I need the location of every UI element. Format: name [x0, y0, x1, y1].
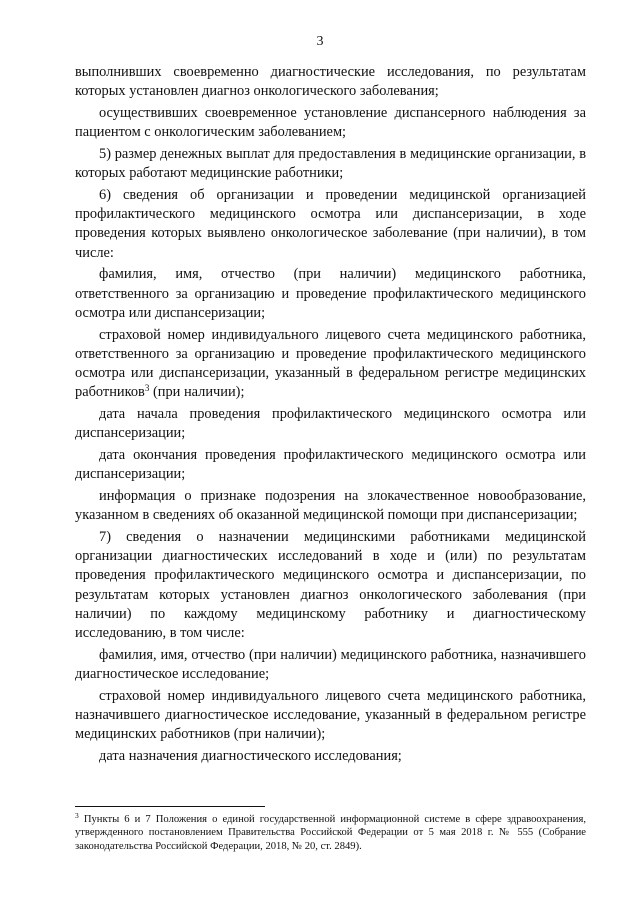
paragraph-5: фамилия, имя, отчество (при наличии) медицинского работника, ответственного за организацию и проведение профилактического медицинского осмотра или диспансеризации; [75, 266, 586, 321]
paragraph-8: дата окончания проведения профилактического медицинского осмотра или диспансеризации; [75, 447, 586, 483]
footnote [75, 813, 586, 853]
footnote-text: Пункты 6 и 7 Положения о единой государственной информационной системе в сфере здравоохранения, утвержденного постановлением Правительства Российской Федерации от 5 мая 2018 г. № 555 (Собрание законодательства Российской Федерации, 2018, № 20, ст. 2849). [75, 814, 586, 852]
paragraph-1: выполнивших своевременно диагностические исследования, по результатам которых установлен диагноз онкологического заболевания; [75, 64, 586, 100]
paragraph-4: 6) сведения об организации и проведении медицинской организацией профилактического медицинского осмотра или диспансеризации, в ходе проведения которых выявлено онкологическое заболевание (при наличии), в том числе: [75, 187, 586, 261]
document-body [75, 63, 586, 769]
paragraph-3: 5) размер денежных выплат для предоставления в медицинские организации, в которых работают медицинские работники; [75, 146, 586, 182]
footnote-reference: 3 [144, 383, 150, 394]
paragraph-13: дата назначения диагностического исследования; [99, 748, 402, 765]
paragraph-2: осуществивших своевременное установление диспансерного наблюдения за пациентом с онкологическим заболеванием; [75, 105, 586, 141]
paragraph-10: 7) сведения о назначении медицинскими работниками медицинской организации диагностических исследований в ходе и (или) по результатам проведения профилактического медицинского осмотра и диспансеризации, по результатам которых установлен диагноз онкологического заболевания (при наличии) по каждому медицинскому работнику и диагностическому исследованию, в том числе: [75, 529, 586, 642]
paragraph-12: страховой номер индивидуального лицевого счета медицинского работника, назначившего диагностическое исследование, указанный в федеральном регистре медицинских работников (при наличии); [75, 687, 586, 743]
footnote-marker: 3 [75, 811, 79, 820]
paragraph-6-text: страховой номер индивидуального лицевого счета медицинского работника, ответственного за организацию и проведение профилактического медицинского осмотра или диспансеризации, указанный в федеральном регистре медицинских работников [75, 326, 586, 401]
paragraph-7: дата начала проведения профилактического медицинского осмотра или диспансеризации; [75, 406, 586, 442]
paragraph-11: фамилия, имя, отчество (при наличии) медицинского работника, назначившего диагностическое исследование; [75, 646, 586, 683]
footnote-divider [75, 806, 265, 807]
paragraph-9: информация о признаке подозрения на злокачественное новообразование, указанном в сведениях об оказанной медицинской помощи при диспансеризации; [75, 488, 586, 524]
page-number: 3 [316, 34, 324, 49]
paragraph-6-tail: (при наличии); [149, 384, 245, 401]
paragraph-6 [75, 326, 586, 403]
